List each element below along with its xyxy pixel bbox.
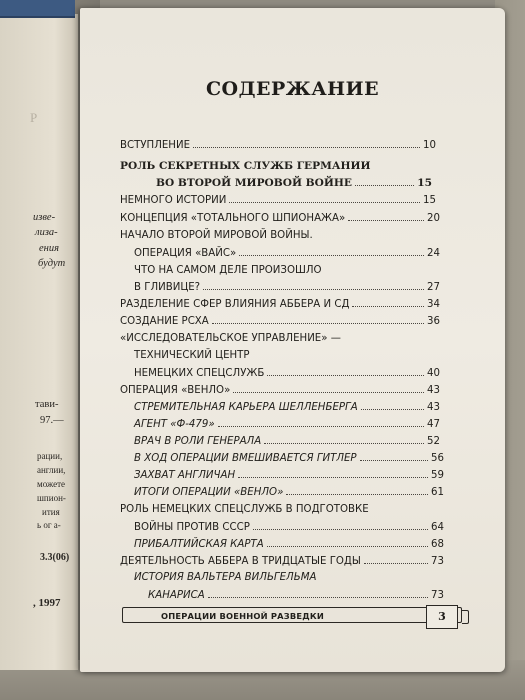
toc-leader-dots <box>238 466 428 478</box>
toc-leader-dots <box>203 278 424 290</box>
toc-entry <box>134 466 444 484</box>
toc-entry-page: 34 <box>427 299 440 310</box>
toc-leader-dots <box>253 518 428 530</box>
toc-entry-title: НЕМЕЦКИХ СПЕЦСЛУЖБ <box>134 368 265 379</box>
left-page-fragment: , 1997 <box>33 597 61 609</box>
toc-entry <box>120 227 440 245</box>
toc-leader-dots <box>233 381 424 393</box>
left-page-fragment: лиза- <box>35 227 58 238</box>
toc-entry <box>120 136 436 154</box>
toc-leader-dots <box>193 136 420 148</box>
toc-entry-page: 43 <box>427 402 440 413</box>
toc-entry-title: ЗАХВАТ АНГЛИЧАН <box>134 470 236 481</box>
toc-entry <box>120 330 440 348</box>
toc-entry-page: 36 <box>427 316 440 327</box>
toc-entry <box>120 312 440 330</box>
toc-entry-title: КАНАРИСА <box>148 590 205 601</box>
book-binding <box>0 0 75 18</box>
toc-entry <box>134 415 440 433</box>
toc-entry-title: ВО ВТОРОЙ МИРОВОЙ ВОЙНЕ <box>156 177 352 189</box>
toc-entry <box>148 586 444 604</box>
toc-entry <box>134 569 444 587</box>
left-page-fragment: рации, <box>37 451 63 461</box>
toc-entry-title: РОЛЬ СЕКРЕТНЫХ СЛУЖБ ГЕРМАНИИ <box>120 160 371 172</box>
toc-entry <box>120 295 440 313</box>
toc-entry-page: 40 <box>427 368 440 379</box>
toc-entry-title: ОПЕРАЦИЯ «ВЕНЛО» <box>120 385 231 396</box>
toc-leader-dots <box>286 483 428 495</box>
left-page-fragment: ития <box>42 507 60 517</box>
toc-entry <box>120 191 436 209</box>
toc-entry-page: 59 <box>431 470 444 481</box>
toc-entry <box>120 381 440 399</box>
page-number: 3 <box>426 605 458 629</box>
toc-entry <box>156 174 432 192</box>
toc-entry-title: ИТОГИ ОПЕРАЦИИ «ВЕНЛО» <box>134 487 284 498</box>
left-page-fragment: ь ог а- <box>37 520 61 530</box>
toc-entry-title: ИСТОРИЯ ВАЛЬТЕРА ВИЛЬГЕЛЬМА <box>134 572 317 583</box>
toc-entry-page: 61 <box>431 487 444 498</box>
toc-leader-dots <box>212 312 424 324</box>
toc-entry <box>120 157 432 175</box>
toc-entry-page: 27 <box>427 282 440 293</box>
toc-entry <box>134 518 444 536</box>
toc-entry <box>134 398 440 416</box>
left-page-fragment: 97.— <box>40 415 64 426</box>
toc-leader-dots <box>264 432 424 444</box>
toc-entry-title: ВСТУПЛЕНИЕ <box>120 140 191 151</box>
toc-entry <box>134 535 444 553</box>
toc-entry-title: НАЧАЛО ВТОРОЙ МИРОВОЙ ВОЙНЫ. <box>120 230 313 241</box>
toc-entry-title: ТЕХНИЧЕСКИЙ ЦЕНТР <box>134 350 250 361</box>
toc-entry-title: АГЕНТ «Ф-479» <box>134 419 215 430</box>
toc-entry <box>134 432 440 450</box>
left-page-fragment: будут <box>38 258 66 269</box>
toc-entry-page: 15 <box>417 177 432 189</box>
toc-entry-title: ВОЙНЫ ПРОТИВ СССР <box>134 522 250 533</box>
toc-entry <box>134 364 440 382</box>
toc-entry-title: НЕМНОГО ИСТОРИИ <box>120 195 227 206</box>
left-page-fragment: изве- <box>33 212 56 223</box>
toc-leader-dots <box>208 586 428 598</box>
toc-entry-title: СОЗДАНИЕ РСХА <box>120 316 209 327</box>
toc-entry <box>134 278 440 296</box>
toc-entry-title: ЧТО НА САМОМ ДЕЛЕ ПРОИЗОШЛО <box>134 265 322 276</box>
toc-leader-dots <box>267 364 424 376</box>
toc-leader-dots <box>348 209 424 221</box>
toc-entry <box>134 483 444 501</box>
left-page-fragment: ения <box>39 243 60 254</box>
toc-entry-page: 24 <box>427 248 440 259</box>
toc-entry-title: РОЛЬ НЕМЕЦКИХ СПЕЦСЛУЖБ В ПОДГОТОВКЕ <box>120 504 369 515</box>
toc-entry-page: 73 <box>431 556 444 567</box>
toc-entry-title: КОНЦЕПЦИЯ «ТОТАЛЬНОГО ШПИОНАЖА» <box>120 213 346 224</box>
toc-entry-page: 68 <box>431 539 444 550</box>
toc-entry-page: 56 <box>431 453 444 464</box>
toc-leader-dots <box>239 244 424 256</box>
toc-leader-dots <box>361 398 424 410</box>
footer-bar-cap <box>462 610 469 624</box>
left-page <box>0 14 78 670</box>
toc-entry-title: ДЕЯТЕЛЬНОСТЬ АББЕРА В ТРИДЦАТЫЕ ГОДЫ <box>120 556 361 567</box>
toc-leader-dots <box>218 415 424 427</box>
left-page-fragment: 3.3(06) <box>40 552 70 563</box>
toc-entry <box>134 347 440 365</box>
left-page-fragment: можете <box>37 479 65 489</box>
toc-entry-page: 15 <box>423 195 436 206</box>
toc-leader-dots <box>352 295 424 307</box>
toc-entry-page: 20 <box>427 213 440 224</box>
left-page-fragment: шпион- <box>37 493 66 503</box>
running-title: ОПЕРАЦИИ ВОЕННОЙ РАЗВЕДКИ <box>161 611 324 621</box>
toc-leader-dots <box>360 449 428 461</box>
toc-entry <box>120 552 444 570</box>
toc-entry-title: СТРЕМИТЕЛЬНАЯ КАРЬЕРА ШЕЛЛЕНБЕРГА <box>134 402 358 413</box>
toc-entry-page: 64 <box>431 522 444 533</box>
toc-entry <box>120 501 444 519</box>
toc-leader-dots <box>229 191 420 203</box>
left-page-fragment: тави- <box>35 399 59 410</box>
left-page-fragment: англии, <box>37 465 66 475</box>
toc-entry-title: ОПЕРАЦИЯ «ВАЙС» <box>134 248 237 259</box>
toc-leader-dots <box>355 174 414 186</box>
page-title: СОДЕРЖАНИЕ <box>205 78 380 100</box>
toc-entry-title: В ХОД ОПЕРАЦИИ ВМЕШИВАЕТСЯ ГИТЛЕР <box>134 453 357 464</box>
contents-page <box>80 8 505 672</box>
toc-entry-page: 52 <box>427 436 440 447</box>
toc-entry-page: 47 <box>427 419 440 430</box>
toc-entry-page: 10 <box>423 140 436 151</box>
toc-entry <box>134 449 444 467</box>
toc-entry <box>120 209 440 227</box>
toc-entry-page: 73 <box>431 590 444 601</box>
toc-entry-title: РАЗДЕЛЕНИЕ СФЕР ВЛИЯНИЯ АББЕРА И СД <box>120 299 350 310</box>
toc-leader-dots <box>267 535 428 547</box>
toc-entry-title: ВРАЧ В РОЛИ ГЕНЕРАЛА <box>134 436 262 447</box>
toc-leader-dots <box>364 552 428 564</box>
toc-entry-page: 43 <box>427 385 440 396</box>
running-footer <box>122 607 462 623</box>
toc-entry-title: ПРИБАЛТИЙСКАЯ КАРТА <box>134 539 264 550</box>
left-page-faded-mark: Р <box>30 110 38 125</box>
toc-entry <box>134 244 440 262</box>
toc-entry-title: В ГЛИВИЦЕ? <box>134 282 201 293</box>
toc-entry-title: «ИССЛЕДОВАТЕЛЬСКОЕ УПРАВЛЕНИЕ» — <box>120 333 341 344</box>
